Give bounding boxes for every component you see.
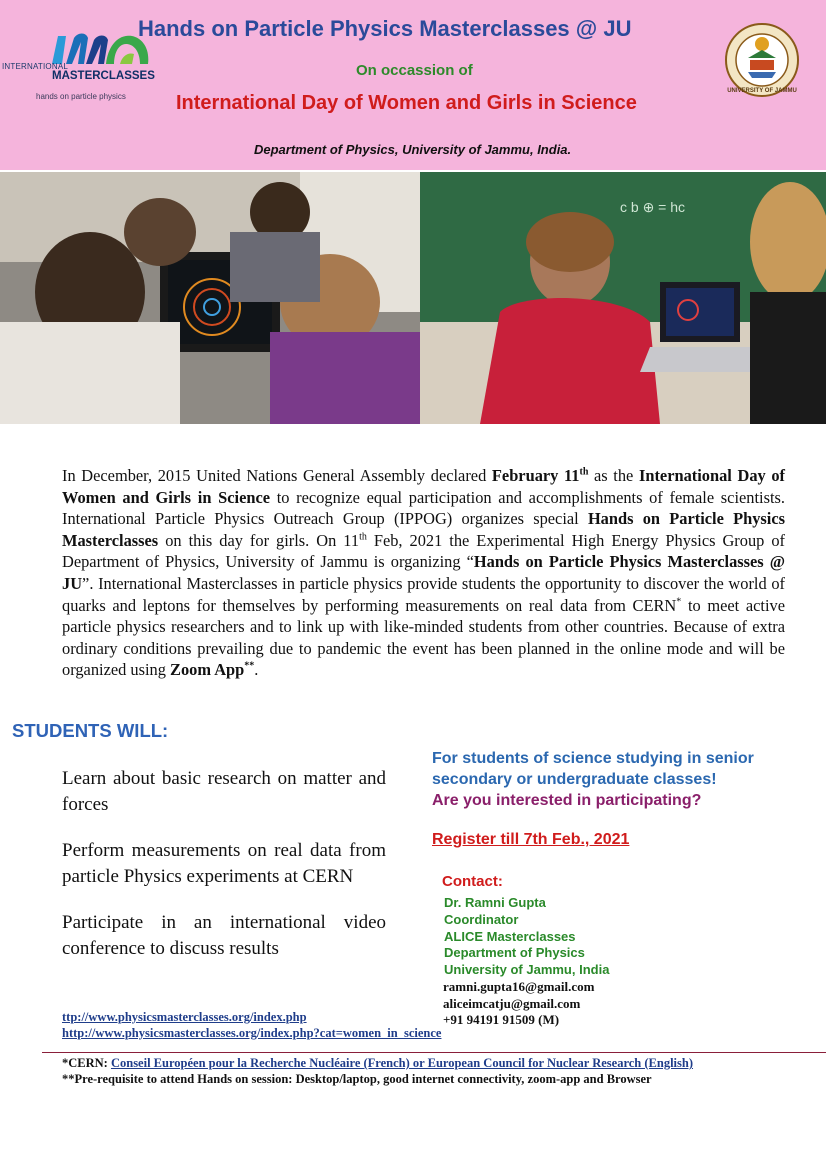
intro-hopm-bold: Hands on Particle Physics Masterclasses xyxy=(62,509,785,550)
register-deadline-link[interactable]: Register till 7th Feb., 2021 xyxy=(432,831,630,848)
logo-text-masterclasses: MASTERCLASSES xyxy=(52,70,155,82)
intro-event-bold: Hands on Particle Physics Masterclasses @ JU xyxy=(62,552,785,593)
intro-zoom-sup: ** xyxy=(244,660,255,672)
reference-links xyxy=(62,1010,441,1041)
intro-date-sup: th xyxy=(579,466,589,478)
intro-cern-sup: * xyxy=(676,596,682,608)
page-title: Hands on Particle Physics Masterclasses @ JU xyxy=(138,16,632,41)
list-item: Perform measurements on real data from particle Physics experiments at CERN xyxy=(62,840,386,887)
cern-footnote xyxy=(62,1056,693,1072)
cern-footnote-text[interactable]: Conseil Européen pour la Recherche Nucléaire (French) or European Council for Nuclear Research (English) xyxy=(110,1056,694,1070)
intro-date-bold: February 11 xyxy=(491,466,580,485)
intro-text: as the xyxy=(588,466,639,485)
intro-paragraph xyxy=(62,465,785,681)
intro-text: ”. International Masterclasses in particle physics provide students the opportunity to discover the world of quarks and leptons for themselves by performing measurements on real data from CERN xyxy=(62,573,785,615)
women-in-science-link[interactable]: http://www.physicsmasterclasses.org/index.php?cat=women_in_science xyxy=(62,1025,442,1040)
department-line: Department of Physics, University of Jammu, India. xyxy=(254,142,572,157)
students-at-computers-photo xyxy=(0,172,420,424)
list-item: Learn about basic research on matter and forces xyxy=(62,768,386,815)
event-name: International Day of Women and Girls in Science xyxy=(176,92,637,114)
intro-text: . xyxy=(254,660,259,680)
footer-divider xyxy=(42,1052,826,1053)
intro-text: to meet active particle physics researchers and to link up with like-minded students from other countries. Because of extra ordinary conditions prevailing due to pandemic the event has been planned in the online mode and will be organized using xyxy=(62,595,785,680)
list-item: Participate in an international video conference to discuss results xyxy=(62,912,386,959)
girls-analyzing-data-photo xyxy=(420,172,826,424)
occasion-line: On occassion of xyxy=(356,62,473,79)
contact-email-1[interactable]: ramni.gupta16@gmail.com xyxy=(443,979,595,994)
masterclasses-logo xyxy=(0,26,160,106)
contact-details xyxy=(444,895,609,979)
eligibility-block xyxy=(432,748,812,811)
contact-label: Contact: xyxy=(442,873,503,890)
logo-tagline: hands on particle physics xyxy=(36,92,126,101)
intro-zoom-bold: Zoom App xyxy=(170,660,245,680)
intro-feb-sup: th xyxy=(359,531,367,543)
contact-role: Coordinator xyxy=(444,911,519,927)
contact-channels xyxy=(443,979,594,1029)
footnotes xyxy=(62,1056,693,1087)
university-seal xyxy=(724,22,800,102)
intro-iday-bold: International Day of Women and Girls in Science xyxy=(62,466,785,507)
contact-email-2[interactable]: aliceimcatju@gmail.com xyxy=(443,995,581,1011)
logo-text-international: INTERNATIONAL xyxy=(2,62,69,71)
contact-org: ALICE Masterclasses xyxy=(444,928,576,944)
intro-text: to recognize equal participation and accomplishments of female scientists. International Particle Physics Outreach Group (IPPOG) organizes special xyxy=(62,487,786,529)
intro-text: on this day for girls. On 11 xyxy=(158,530,360,550)
header-banner xyxy=(0,0,826,170)
prerequisite-footnote: **Pre-requisite to attend Hands on session: Desktop/laptop, good internet connectivity, zoom-app and Browser xyxy=(62,1071,652,1086)
contact-name: Dr. Ramni Gupta xyxy=(444,895,546,910)
masterclasses-link[interactable]: ttp://www.physicsmasterclasses.org/index.php xyxy=(62,1010,307,1024)
contact-dept: Department of Physics xyxy=(444,945,585,961)
participation-question: Are you interested in participating? xyxy=(432,792,702,809)
eligibility-text: For students of science studying in senior secondary or undergraduate classes! xyxy=(432,750,754,788)
intro-text: In December, 2015 United Nations General Assembly declared xyxy=(62,466,492,485)
intro-text: Feb, 2021 the Experimental High Energy Physics Group of Department of Physics, University of Jammu is organizing “ xyxy=(62,530,785,572)
contact-phone: +91 94191 91509 (M) xyxy=(443,1012,560,1027)
svg-text:c b ⊕ = hc: c b ⊕ = hc xyxy=(620,199,686,215)
contact-univ: University of Jammu, India xyxy=(444,962,610,978)
students-will-heading: STUDENTS WILL: xyxy=(12,720,169,741)
cern-footnote-prefix: *CERN: xyxy=(62,1056,111,1070)
students-will-list xyxy=(62,766,386,982)
seal-caption: UNIVERSITY OF JAMMU xyxy=(727,88,797,94)
